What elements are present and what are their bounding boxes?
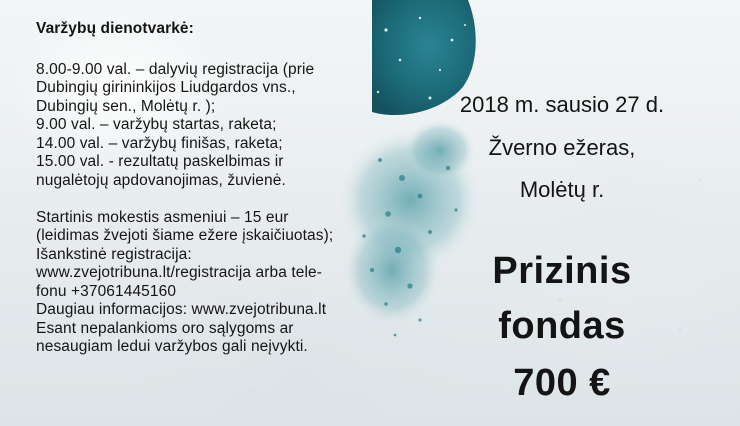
fee-line: Išankstinė registracija: (36, 245, 192, 263)
schedule-line: nugalėtojų apdovanojimas, žuvienė. (36, 171, 286, 189)
prize-title-line-2: fondas (498, 305, 626, 347)
schedule-line: Dubingių girininkijos Liudgardos vns., (36, 79, 296, 96)
fee-line: fonu +37061445160 (36, 282, 177, 300)
schedule-heading: Varžybų dienotvarkė: (36, 20, 194, 37)
spacer (36, 190, 396, 209)
schedule-line: 14.00 val. – varžybų finišas, raketa; (36, 134, 283, 152)
fee-line: (leidimas žvejoti šiame ežere įskaičiuotas); (36, 227, 334, 244)
schedule-line: 15.00 val. - rezultatų paskelbimas ir (36, 153, 284, 170)
schedule-line: 9.00 val. – varžybų startas, raketa; (36, 116, 277, 133)
fee-line: Daugiau informacijos: www.zvejotribuna.lt (36, 301, 327, 318)
fee-line: nesaugiam ledui varžybos gali neįvykti. (36, 338, 308, 355)
event-region: Molėtų r. (519, 177, 605, 202)
schedule-block (36, 20, 396, 357)
fee-line: www.zvejotribuna.lt/registracija arba tele- (36, 264, 323, 281)
prize-title-line-1: Prizinis (492, 250, 632, 292)
event-date: 2018 m. sausio 27 d. (459, 92, 665, 117)
schedule-line: Dubingių sen., Molėtų r. ); (36, 97, 216, 115)
fee-line: Startinis mokestis asmeniui – 15 eur (36, 208, 289, 226)
fee-line: Esant nepalankioms oro sąlygoms ar (36, 319, 294, 337)
event-lake: Žverno ežeras, (488, 135, 636, 160)
prize-amount: 700 € (513, 362, 611, 404)
schedule-line: 8.00-9.00 val. – dalyvių registracija (prie (36, 60, 315, 78)
